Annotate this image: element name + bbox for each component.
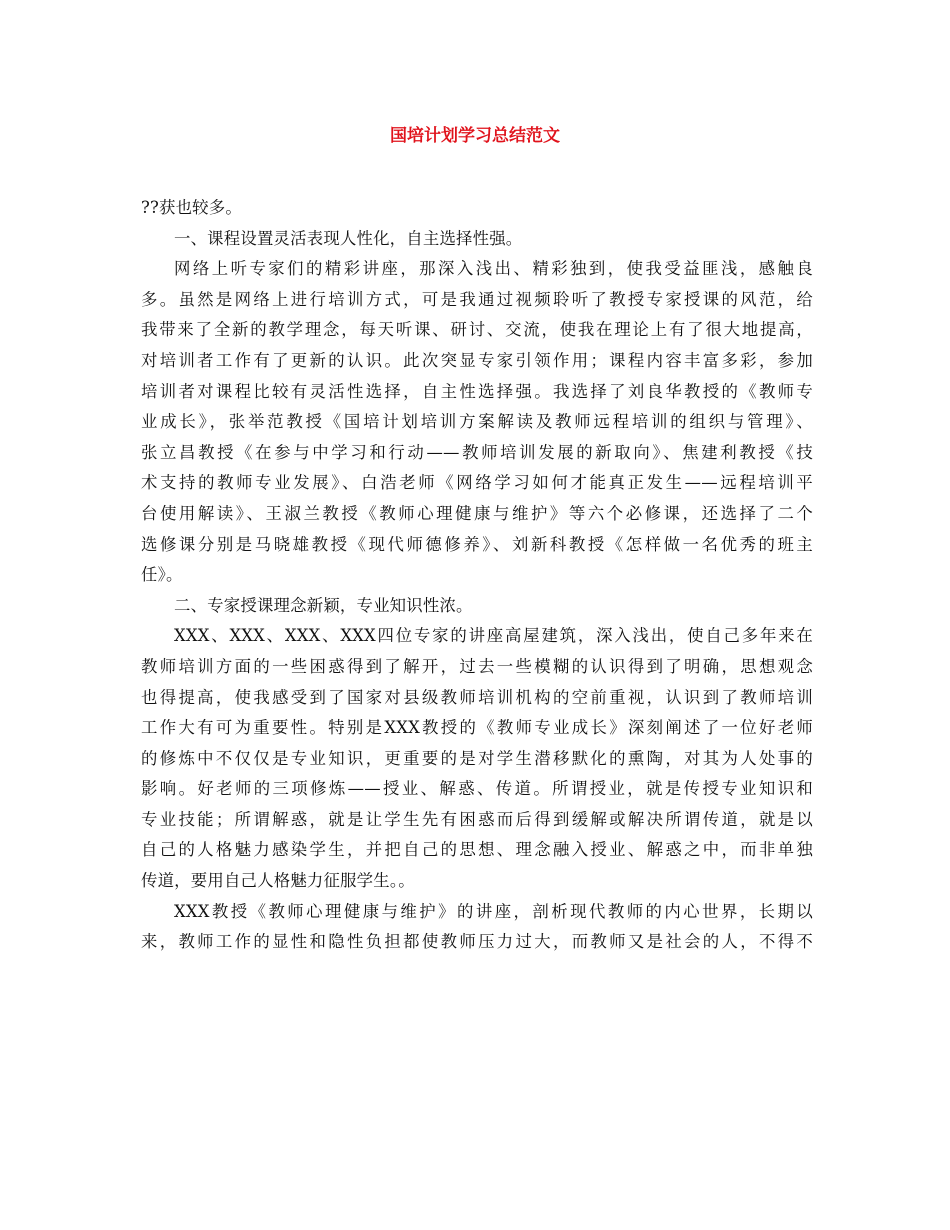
body-text-line: 二、专家授课理念新颖，专业知识性浓。 [174, 595, 473, 615]
body-text-line: 也得提高，使我感受到了国家对县级教师培训机构的空前重视，认识到了教师培训 [141, 687, 813, 707]
body-text-line: 术支持的教师专业发展》、白浩老师《网络学习如何才能真正发生——远程培训平 [141, 473, 813, 493]
document-body [141, 193, 813, 958]
body-text-line: 台使用解读》、王淑兰教授《教师心理健康与维护》等六个必修课，还选择了二个 [141, 503, 813, 523]
body-text-line: 任》。 [141, 565, 183, 585]
body-text-line: XXX、XXX、XXX、XXX四位专家的讲座高屋建筑，深入浅出，使自己多年来在 [174, 626, 813, 646]
body-text-line: 教师培训方面的一些困惑得到了解开，过去一些模糊的认识得到了明确，思想观念 [141, 656, 813, 676]
body-text-line: 来，教师工作的显性和隐性负担都使教师压力过大，而教师又是社会的人，不得不 [141, 932, 813, 952]
body-text-line: 对培训者工作有了更新的认识。此次突显专家引领作用；课程内容丰富多彩，参加 [141, 350, 813, 370]
body-text-line: 多。虽然是网络上进行培训方式，可是我通过视频聆听了教授专家授课的风范，给 [141, 289, 813, 309]
body-text-line: 的修炼中不仅仅是专业知识，更重要的是对学生潜移默化的熏陶，对其为人处事的 [141, 748, 813, 768]
body-text-line: 传道，要用自己人格魅力征服学生。。 [141, 871, 415, 891]
body-text-line: 培训者对课程比较有灵活性选择，自主性选择强。我选择了刘良华教授的《教师专 [141, 381, 813, 401]
body-text-line: 业成长》，张举范教授《国培计划培训方案解读及教师远程培训的组织与管理》、 [141, 412, 813, 432]
body-text-line: 一、课程设置灵活表现人性化，自主选择性强。 [174, 228, 523, 248]
document-title: 国培计划学习总结范文 [390, 126, 560, 146]
body-text-line: ??获也较多。 [141, 198, 242, 217]
body-text-line: 工作大有可为重要性。特别是XXX教授的《教师专业成长》深刻阐述了一位好老师 [141, 718, 813, 738]
body-text-line: 自己的人格魅力感染学生，并把自己的思想、理念融入授业、解惑之中，而非单独 [141, 840, 813, 860]
body-text-line: 专业技能；所谓解惑，就是让学生先有困惑而后得到缓解或解决所谓传道，就是以 [141, 809, 813, 829]
body-text-line: 张立昌教授《在参与中学习和行动——教师培训发展的新取向》、焦建利教授《技 [141, 442, 813, 462]
body-text-line: 网络上听专家们的精彩讲座，那深入浅出、精彩独到，使我受益匪浅，感触良 [174, 259, 813, 279]
body-text-line: 选修课分别是马晓雄教授《现代师德修养》、刘新科教授《怎样做一名优秀的班主 [141, 534, 813, 554]
body-text-line: 我带来了全新的教学理念，每天听课、研讨、交流，使我在理论上有了很大地提高， [141, 320, 813, 340]
body-text-line: 影响。好老师的三项修炼——授业、解惑、传道。所谓授业，就是传授专业知识和 [141, 779, 813, 799]
body-text-line: XXX教授《教师心理健康与维护》的讲座，剖析现代教师的内心世界，长期以 [174, 901, 813, 921]
